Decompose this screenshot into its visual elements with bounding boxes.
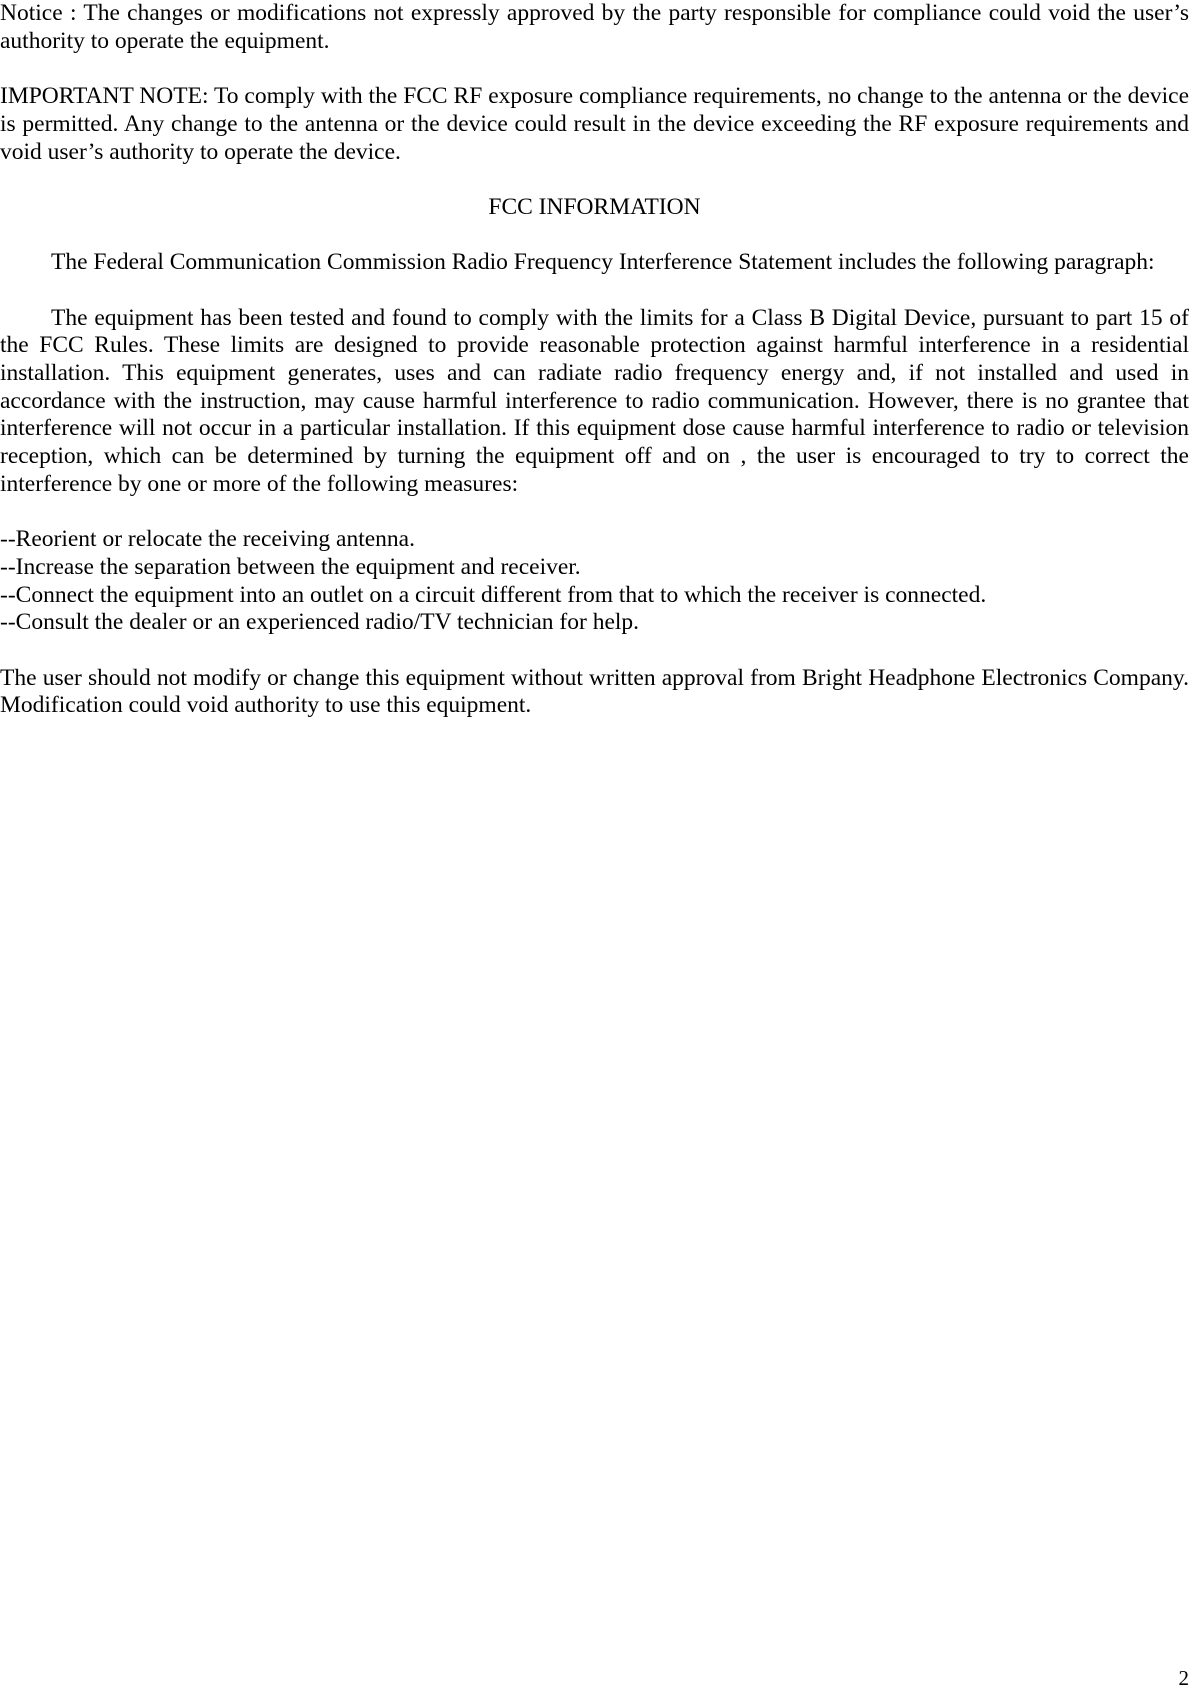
important-note-paragraph: IMPORTANT NOTE: To comply with the FCC RF exposure compliance requirements, no change to the antenna or the device is permitted. Any change to the antenna or the device could result in the device exceeding the RF exposure requirements and void user’s authority to operate the device. bbox=[0, 83, 1189, 165]
measures-list bbox=[0, 526, 1189, 637]
measure-item: --Consult the dealer or an experienced radio/TV technician for help. bbox=[0, 609, 640, 636]
document-page bbox=[0, 0, 1189, 720]
paragraph-spacer bbox=[0, 499, 1189, 527]
paragraph-spacer bbox=[0, 166, 1189, 194]
fcc-information-heading: FCC INFORMATION bbox=[488, 193, 701, 220]
measure-item: --Connect the equipment into an outlet on a circuit different from that to which the receiver is connected. bbox=[0, 581, 987, 608]
paragraph-spacer bbox=[0, 277, 1189, 305]
intro-paragraph: The Federal Communication Commission Radio Frequency Interference Statement includes the following paragraph: bbox=[51, 249, 1155, 276]
notice-paragraph: Notice : The changes or modifications not expressly approved by the party responsible for compliance could void the user’s authority to operate the equipment. bbox=[0, 0, 1189, 54]
paragraph-spacer bbox=[0, 222, 1189, 250]
measure-item: --Reorient or relocate the receiving antenna. bbox=[0, 526, 415, 553]
page-number: 2 bbox=[1178, 1666, 1189, 1690]
paragraph-spacer bbox=[0, 55, 1189, 83]
measure-item: --Increase the separation between the equipment and receiver. bbox=[0, 553, 581, 580]
class-b-statement-paragraph: The equipment has been tested and found to comply with the limits for a Class B Digital Device, pursuant to part 15 of the FCC Rules. These limits are designed to provide reasonable protection against harmful interference in a residential installation. This equipment generates, uses and can radiate radio frequency energy and, if not installed and used in accordance with the instruction, may cause harmful interference to radio communication. However, there is no grantee that interference will not occur in a particular installation. If this equipment dose cause harmful interference to radio or television reception, which can be determined by turning the equipment off and on , the user is encouraged to try to correct the interference by one or more of the following measures: bbox=[0, 304, 1189, 497]
paragraph-spacer bbox=[0, 637, 1189, 665]
closing-paragraph: The user should not modify or change this equipment without written approval from Bright Headphone Electronics Company. Modification could void authority to use this equipment. bbox=[0, 664, 1189, 719]
